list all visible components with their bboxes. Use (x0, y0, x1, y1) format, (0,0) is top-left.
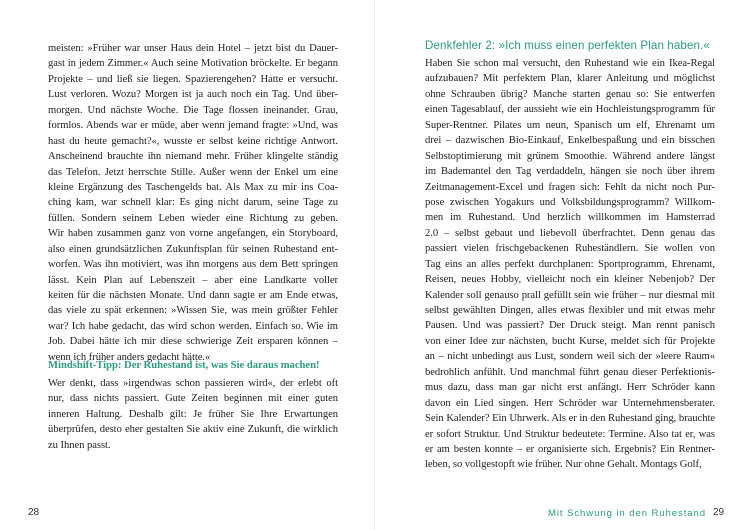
text-line: Kalender soll genauso prall gefüllt sein wie früher – nur diesmal mit (425, 289, 715, 301)
text-line: Projekte – und ließ sie liegen. Spazierengehen? Hatte er versucht. (48, 73, 338, 85)
text-line: drei – dazwischen Bio-Einkauf, Enkelbespaßung und ein bisschen (425, 135, 715, 147)
page-number-left: 28 (28, 507, 40, 518)
text-line: ohne Schrauben übrig? Manche starten genau so: Sie entwerfen (425, 88, 715, 100)
mindshift-tip-heading: Mindshift-Tipp: Der Ruhestand ist, was Sie daraus machen! (48, 360, 320, 371)
text-line: er sofort Struktur. Und Struktur bedeutete: Termine. Also tat er, was (425, 428, 715, 440)
text-line: er am besten konnte – er organisierte sich. Ergebnis? Ein Rentner- (425, 443, 715, 455)
text-line: Tag eins an alles perfekt durchplanen: Sportprogramm, Ehrenamt, (425, 258, 715, 270)
left-main-text (48, 41, 338, 365)
text-line: Zeitmanagement-Excel und fragen sich: Fehlt da nicht noch Pur- (425, 181, 715, 193)
text-line: 2.0 – selbst gebaut und liebevoll überfrachtet. Denn genau das (425, 227, 715, 239)
text-line: men im Ruhestand. Und herzlich willkommen im Hamsterrad (425, 212, 715, 224)
text-line: hast du heute gemacht?«, wusste er selbst keine richtige Antwort. (48, 135, 338, 147)
text-line: also einen grundsätzlichen Zukunftsplan für seinen Ruhestand ent- (48, 243, 338, 255)
text-line: zu Ihnen passt. (48, 439, 111, 451)
text-line: im Bademantel den Tag verdaddeln, hängen sie noch über ihrem (425, 166, 715, 178)
text-line: von einer Idee zur nächsten, bucht Kurse, meldet sich für Projekte (425, 335, 715, 347)
text-line: Sein Kalender? Ein Uhrwerk. Als er in den Ruhestand ging, brauchte (425, 413, 715, 425)
running-title: Mit Schwung in den Ruhestand (548, 508, 706, 519)
right-page (375, 0, 750, 530)
text-line: passiert vielen frischgebackenen Ruheständlern. Sie wollen von (425, 243, 715, 255)
text-line: Selbstoptimierung mit grünem Smoothie. Während andere längst (425, 150, 715, 162)
text-line: selbst gewählten Dingen, alles etwas flexibler und mit etwas mehr (425, 305, 715, 316)
text-line: Wer denkt, dass »irgendwas schon passieren wird«, der erlebt oft (48, 378, 338, 389)
text-line: war? Ich habe gedacht, das wird schon werden. Einfach so. Wie im (48, 320, 338, 332)
text-line: Anscheinend brauchte ihn niemand mehr. Früher klingelte ständig (48, 151, 338, 163)
text-line: Lust verloren. Wozu? Morgen ist ja auch noch ein Tag. Und über- (48, 89, 338, 101)
text-line: bedrohlich anfühlt. Und manchmal führt genau dieser Perfektionis- (425, 366, 715, 378)
text-line: leben, so vollgestopft wie früher. Nur ohne Gehalt. Montags Golf, (425, 459, 702, 471)
text-line: das Telefon. Jetzt herrschte Stille. Außer wenn der Enkel um eine (48, 166, 338, 178)
text-line: formlos. Abends war er müde, aber wenn jemand fragte: »Und, was (48, 120, 338, 132)
text-line: worfen. Was ihn motiviert, was ihn morgens aus dem Bett springen (48, 259, 338, 271)
text-line: aufzubauen? Mit perfektem Plan, klarer Anleitung und möglichst (425, 73, 715, 85)
text-line: Pausen. Und was passiert? Der Druck steigt. Man rennt panisch (425, 320, 715, 332)
text-line: überprüfen, desto eher gestalten Sie aktiv eine Zukunft, die wirklich (48, 424, 338, 436)
right-main-text (425, 56, 715, 473)
text-line: Super-Rentner. Pilates um neun, Spanisch um elf, Ehrenamt um (425, 119, 715, 131)
page-number-right: 29 (713, 507, 725, 518)
text-line: wenn ich früher anders gedacht hätte.« (48, 351, 211, 363)
text-line: lässt. Kein Plan auf Lebenszeit – aber eine Landkarte voller (48, 274, 338, 286)
text-line: kleine Ergänzung des Taschengelds bat. Als Max zu mir ins Coa- (48, 181, 338, 193)
text-line: nur, dass nichts passiert. Gute Zeiten beginnen mit einer guten (48, 393, 338, 405)
text-line: keiten für die nächsten Monate. Und dann sagte er am Ende etwas, (48, 290, 338, 301)
text-line: mus dazu, dass man gar nicht erst anfängt. Herr Schröder kann (425, 382, 715, 394)
text-line: Wir haben zusammen ganz von vorne angefangen, ein Storyboard, (48, 228, 338, 240)
text-line: pose zwischen Yogakurs und Volksbildungsprogramm? Willkom- (425, 196, 715, 208)
text-line: davon ein Lied singen. Herr Schröder war Unternehmensberater. (425, 397, 715, 409)
text-line: meisten: »Früher war unser Haus dein Hotel – jetzt bist du Dauer- (48, 43, 338, 54)
text-line: das viele zu spät erkennen: »Wissen Sie, was mein größter Fehler (48, 305, 338, 317)
text-line: einen Tagesablauf, der aussieht wie ein Hochleistungsprogramm für (425, 104, 715, 116)
text-line: gast in jedem Zimmer.« Auch seine Motivation bröckelte. Er begann (48, 58, 338, 70)
text-line: Reisen, neues Hobby, vielleicht noch ein kleiner Nebenjob? Der (425, 274, 715, 286)
text-line: ching kam, war schnell klar: Es ging nicht darum, seine Tage zu (48, 197, 338, 209)
text-line: füllen. Sondern seinem Leben wieder eine Richtung zu geben. (48, 212, 338, 224)
text-line: Job. Dabei hätte ich mir diese schwierige Zeit ersparen können – (48, 336, 338, 348)
text-line: morgen. Und nächste Woche. Die Tage flossen ineinander. Grau, (48, 104, 338, 116)
text-line: an – nicht unbedingt aus Lust, sondern weil sich der »leere Raum« (425, 351, 715, 363)
text-line: Haben Sie schon mal versucht, den Ruhestand wie ein Ikea-Regal (425, 58, 715, 69)
denkfehler-heading: Denkfehler 2: »Ich muss einen perfekten Plan haben.« (425, 39, 710, 52)
mindshift-tip-text (48, 376, 338, 453)
text-line: inneren Haltung. Deshalb gilt: Je früher Sie Ihre Erwartungen (48, 408, 338, 420)
